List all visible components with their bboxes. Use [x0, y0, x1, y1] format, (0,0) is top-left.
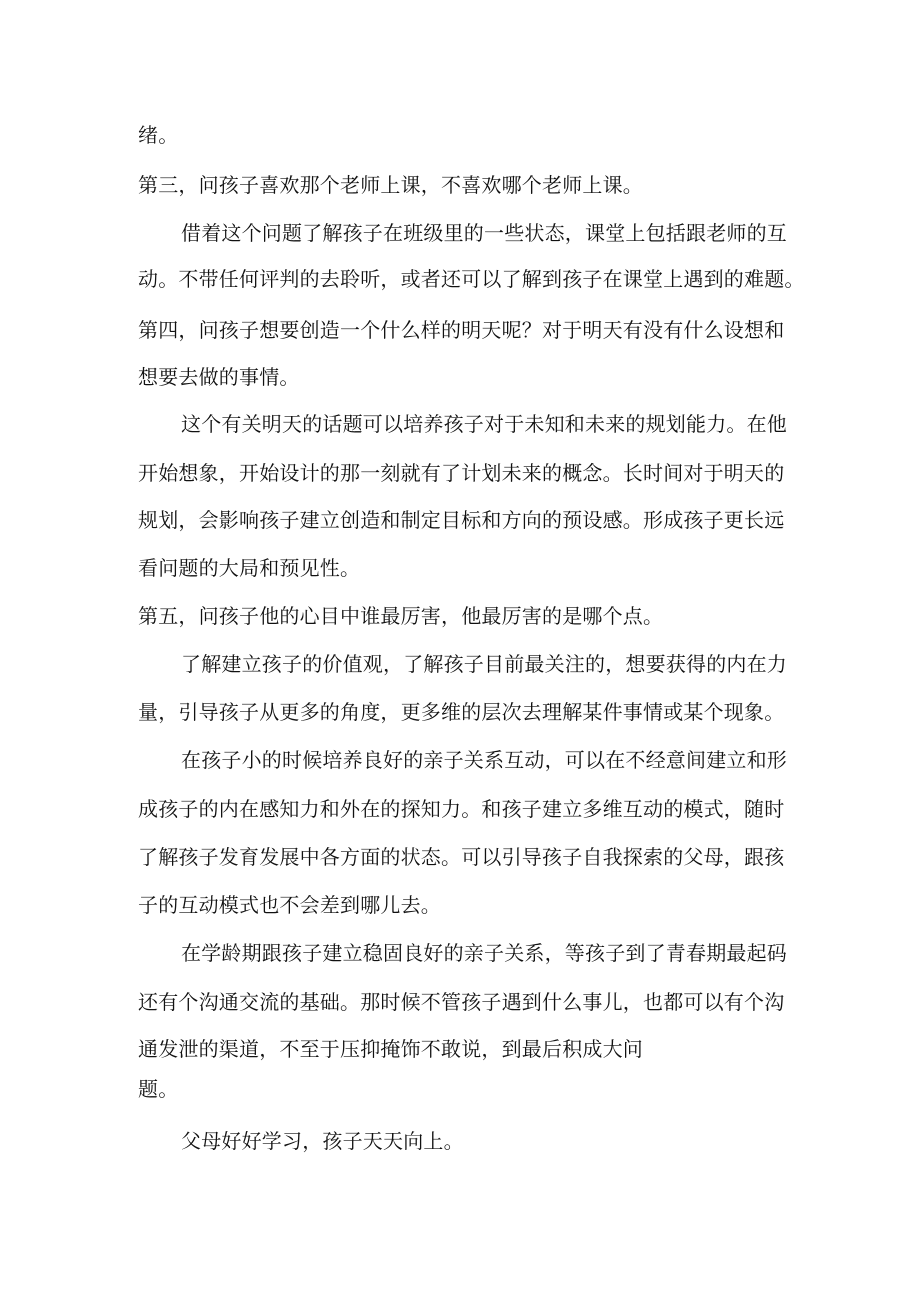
text-line: 成孩子的内在感知力和外在的探知力。和孩子建立多维互动的模式，随时	[138, 797, 785, 821]
text-line: 量，引导孩子从更多的角度，更多维的层次去理解某件事情或某个现象。	[138, 700, 785, 724]
text-line: 子的互动模式也不会差到哪儿去。	[138, 893, 441, 917]
closing-line: 父母好好学习，孩子天天向上。	[181, 1129, 464, 1153]
section-heading-third: 第三，问孩子喜欢那个老师上课，不喜欢哪个老师上课。	[138, 173, 643, 197]
text-line: 这个有关明天的话题可以培养孩子对于未知和未来的规划能力。在他	[181, 412, 787, 436]
text-line: 了解建立孩子的价值观，了解孩子目前最关注的，想要获得的内在力	[181, 652, 787, 676]
section-heading-fifth: 第五，问孩子他的心目中谁最厉害，他最厉害的是哪个点。	[138, 604, 664, 628]
text-line: 了解孩子发育发展中各方面的状态。可以引导孩子自我探索的父母，跟孩	[138, 845, 785, 869]
text-line: 在学龄期跟孩子建立稳固良好的亲子关系，等孩子到了青春期最起码	[181, 941, 787, 965]
text-line: 开始想象，开始设计的那一刻就有了计划未来的概念。长时间对于明天的	[138, 461, 785, 485]
text-line: 规划，会影响孩子建立创造和制定目标和方向的预设感。形成孩子更长远	[138, 508, 785, 532]
section-heading-fourth: 第四，问孩子想要创造一个什么样的明天呢？对于明天有没有什么设想和	[138, 318, 785, 342]
text-line: 想要去做的事情。	[138, 365, 300, 389]
text-line: 还有个沟通交流的基础。那时候不管孩子遇到什么事儿，也都可以有个沟	[138, 990, 785, 1014]
text-line: 通发泄的渠道，不至于压抑掩饰不敢说，到最后积成大问	[138, 1037, 643, 1061]
text-line: 题。	[138, 1077, 179, 1101]
text-line: 绪。	[138, 123, 179, 147]
text-line: 动。不带任何评判的去聆听，或者还可以了解到孩子在课堂上遇到的难题。	[138, 267, 805, 291]
text-line: 看问题的大局和预见性。	[138, 556, 361, 580]
text-line: 在孩子小的时候培养良好的亲子关系互动，可以在不经意间建立和形	[181, 748, 787, 772]
text-line: 借着这个问题了解孩子在班级里的一些状态，课堂上包括跟老师的互	[181, 221, 787, 245]
